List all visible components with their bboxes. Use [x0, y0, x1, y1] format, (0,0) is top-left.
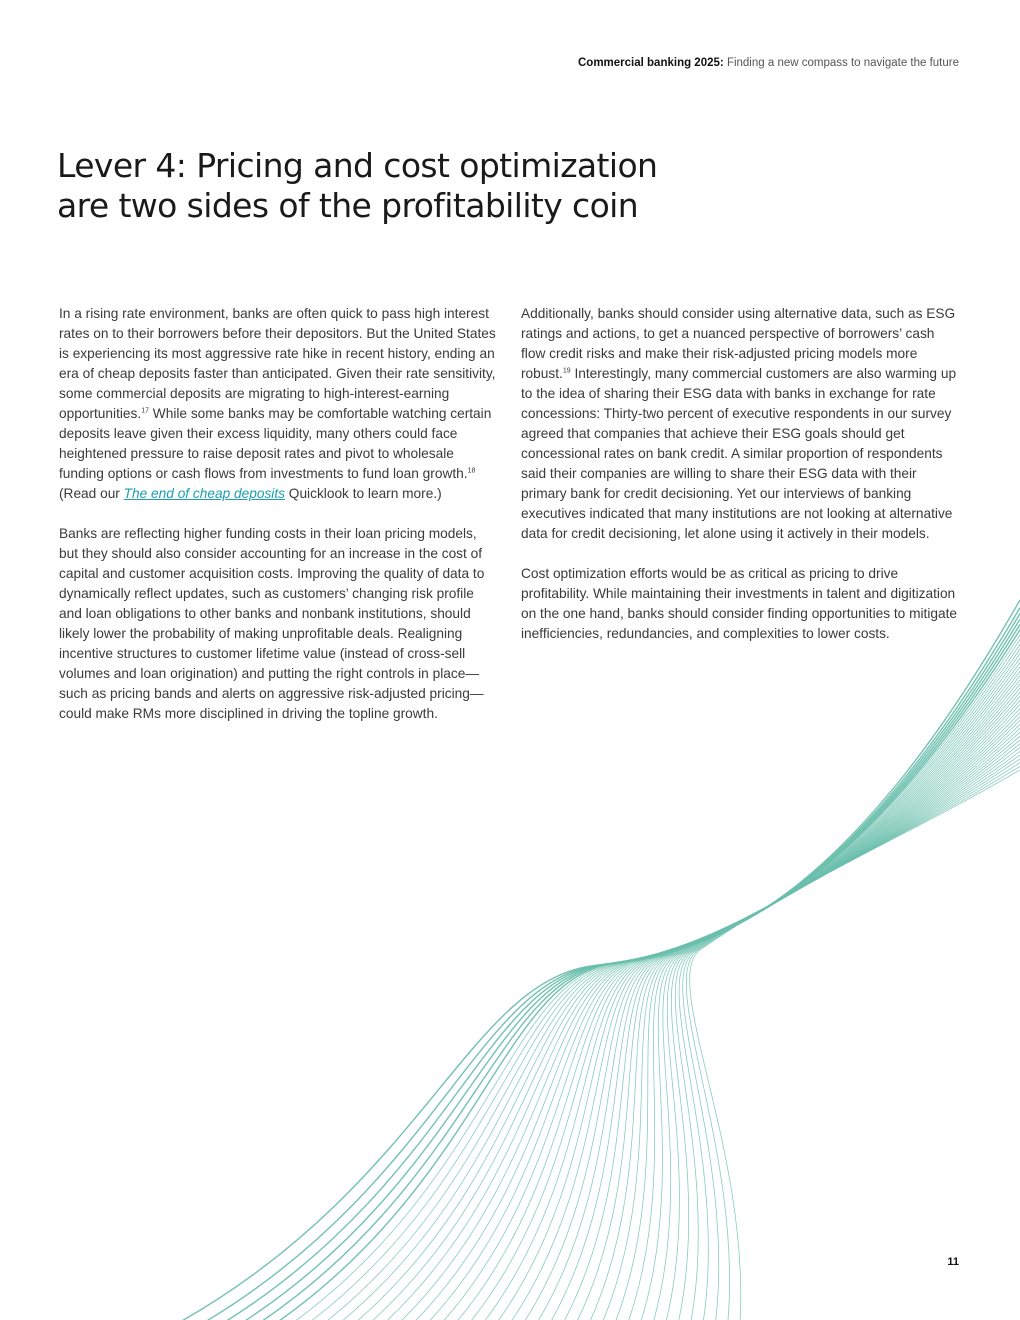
- header-subtitle: Finding a new compass to navigate the future: [726, 57, 959, 69]
- footnote-18: 18: [467, 467, 476, 475]
- header-series-title: Commercial banking 2025:: [578, 57, 724, 69]
- wave-strand: [429, 676, 1020, 1320]
- running-header: [578, 57, 959, 69]
- left-paragraph-2: Banks are reflecting higher funding costs in their loan pricing models, but they should also consider accounting for an increase in the cost of capital and customer acquisition costs. Improving the quality of data to dynamically reflect updates, such as customers’ changing risk profile and loan obligations to other banks and nonbank institutions, should likely lower the probability of making unprofitable deals. Realigning incentive structures to customer lifetime value (instead of cross-sell volumes and loan origination) and putting the right controls in place—such as pricing bands and alerts on aggressive risk-adjusted pricing—could make RMs more disciplined in driving the topline growth.: [59, 526, 485, 721]
- footnote-19: 19: [562, 367, 571, 375]
- wave-strand: [590, 724, 1020, 1320]
- wave-strand: [666, 748, 1020, 1320]
- wave-strand: [671, 751, 1020, 1320]
- wave-strand: [484, 692, 1020, 1320]
- wave-strand: [615, 732, 1020, 1320]
- right-paragraph-2: Cost optimization efforts would be as critical as pricing to drive profitability. While maintaining their investments in talent and digitization on the one hand, banks should consider finding opportunities to mitigate inefficiencies, redundancies, and complexities to lower costs.: [521, 566, 958, 641]
- cheap-deposits-link[interactable]: The end of cheap deposits: [123, 486, 285, 501]
- left-paragraph-1: In a rising rate environment, banks are often quick to pass high interest rates on to their borrowers before their depositors. But the United States is experiencing its most aggressive rate hike in recent history, ending an era of cheap deposits faster than anticipated. Given their rate sensitivity, some commercial deposits are migrating to high-interest-earning opportunities.$^{17}$ While some banks may be comfortable watching certain deposits leave given their excess liquidity, many others could face heightened pressure to raise deposit rates and pivot to wholesale funding options or cash flows from investments to fund loan growth.$^{18}$ (Read our The end of cheap deposits Quicklook to learn more.): [59, 306, 496, 501]
- wave-strand: [564, 717, 1020, 1320]
- footnote-17: 17: [141, 407, 149, 415]
- wave-strand: [551, 713, 1020, 1320]
- wave-strand: [341, 649, 1020, 1320]
- wave-strand: [400, 667, 1020, 1320]
- wave-strand: [641, 740, 1020, 1320]
- page-number: 11: [947, 1256, 959, 1268]
- page-title: Lever 4: Pricing and cost optimization are two sides of the profitability coin: [57, 146, 658, 225]
- wave-strand: [443, 680, 1020, 1320]
- wave-strand: [524, 705, 1020, 1320]
- left-column: [59, 304, 499, 744]
- wave-strand: [603, 728, 1020, 1320]
- right-column: [521, 304, 961, 664]
- right-paragraph-1: Additionally, banks should consider using alternative data, such as ESG ratings and actions, to get a nuanced perspective of borrowers’ cash flow credit risks and make their risk-adjusted pricing models more robust.$^{19}$ Interestingly, many commercial customers are also warming up to the idea of sharing their ESG data with banks in exchange for rate concessions: Thirty-two percent of executive respondents in our survey agreed that companies that achieve their ESG goals should get concessional rates on bank credit. A similar proportion of respondents said their companies are willing to share their ESG data with their primary bank for credit decisioning. Yet our interviews of banking executives indicated that many institutions are not looking at alternative data for credit decisioning, let alone using it actively in their models.: [521, 306, 957, 541]
- wave-strand: [577, 720, 1020, 1320]
- wave-strand: [470, 688, 1020, 1320]
